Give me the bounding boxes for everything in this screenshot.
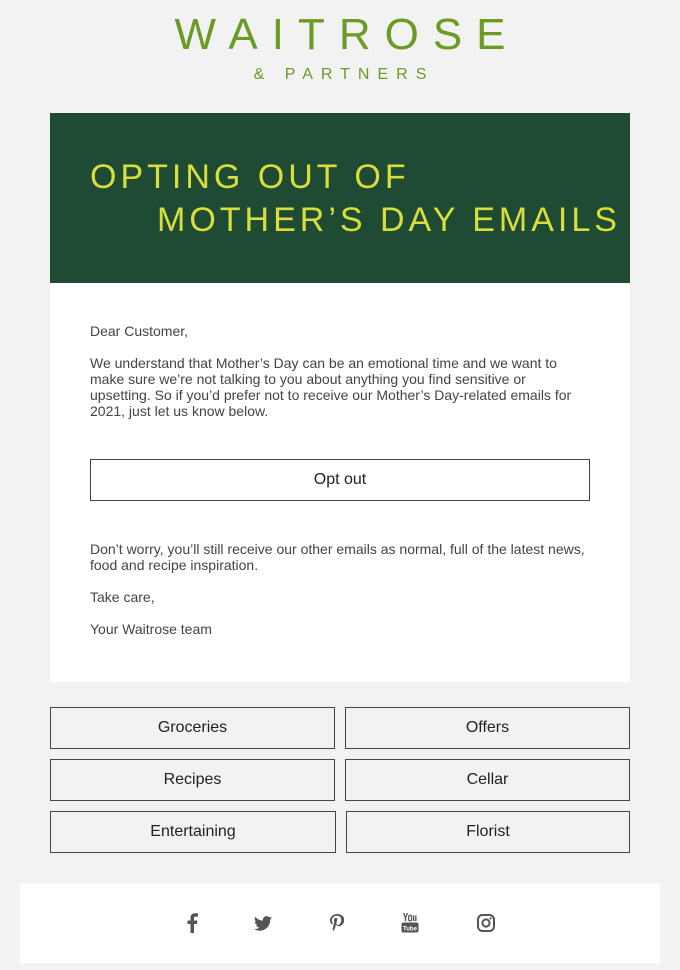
social-bar — [20, 883, 660, 963]
team-signature: Your Waitrose team — [90, 621, 212, 637]
nav-entertaining-button[interactable]: Entertaining — [50, 811, 336, 853]
hero-banner — [50, 113, 630, 283]
waitrose-logo[interactable] — [0, 0, 680, 100]
pinterest-icon[interactable] — [325, 911, 349, 935]
nav-groceries-button[interactable]: Groceries — [50, 707, 335, 749]
intro-paragraph: We understand that Mother’s Day can be an emotional time and we want to make sure we’re not talking to you about anything you find sensitive or upsetting. So if you’d prefer not to receive our Mother’s Day-related emails for 2021, just let us know below. — [90, 355, 572, 419]
hero-title-line2: MOTHER’S DAY EMAILS — [157, 201, 621, 239]
logo-subtitle: & PARTNERS — [253, 66, 435, 83]
nav-recipes-button[interactable]: Recipes — [50, 759, 335, 801]
logo-wordmark: WAITROSE — [174, 10, 520, 59]
facebook-icon[interactable] — [180, 911, 204, 935]
greeting: Dear Customer, — [90, 323, 189, 339]
youtube-icon[interactable] — [398, 911, 422, 935]
nav-offers-button[interactable]: Offers — [345, 707, 630, 749]
svg-text:Tube: Tube — [403, 926, 417, 933]
reassurance-paragraph: Don’t worry, you’ll still receive our other emails as normal, full of the latest news, food and recipe inspiration. — [90, 541, 585, 573]
instagram-icon[interactable] — [474, 911, 498, 935]
nav-cellar-button[interactable]: Cellar — [345, 759, 630, 801]
signoff: Take care, — [90, 589, 155, 605]
nav-florist-button[interactable]: Florist — [346, 811, 630, 853]
hero-title-line1: OPTING OUT OF — [90, 158, 410, 196]
message-card — [50, 283, 630, 682]
opt-out-button[interactable]: Opt out — [90, 459, 590, 501]
twitter-icon[interactable] — [251, 911, 275, 935]
